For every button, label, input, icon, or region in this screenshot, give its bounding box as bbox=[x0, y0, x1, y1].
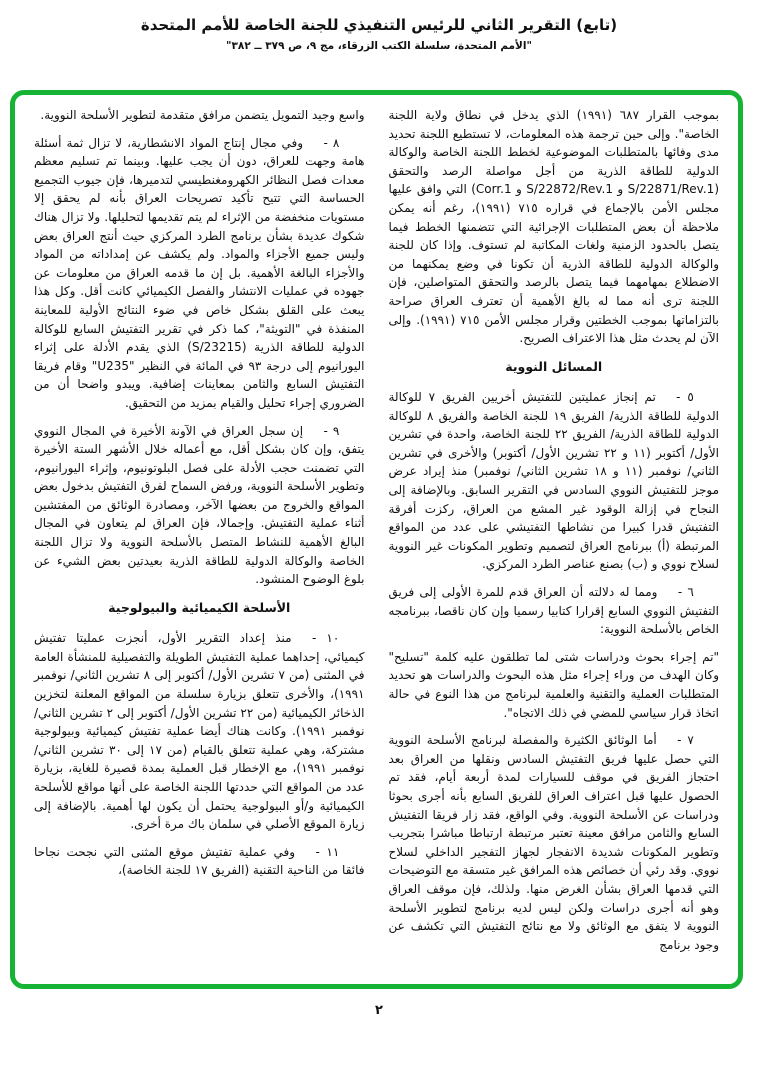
paragraph-7: ٧ -أما الوثائق الكثيرة والمفصلة لبرنامج الأسلحة النووية التي حصل عليها فريق التفتيش السادس ونقلها من العراق بعد احتجاز الفريق في موقف للسيارات لمدة أربعة أيام، فقد تم الحصول عليها قبل اعتراف العراق للفريق السابع بأنه أجرى بحوثا ودراسات عن الأسلحة النووية. وفي الواقع، فقد زار فريقا التفتيش السابع والثامن مرافق معينة تعتبر مرتبطة ارتباطا مباشرا بتجريب وتطوير المكونات شديدة الانفجار لجهاز التفجير الداخلي لسلاح نووي. وقد رئي أن خصائص هذه المرافق غير متسقة مع التوضيحات التي قدمها العراق بشأن الغرض منها. ولذلك، فإن موقف العراق وهو أنه أجرى دراسات ولكن ليس لديه برنامج لتطوير الأسلحة النووية لا يتفق مع الوثائق ولا مع نتائج التفتيش التي تكشف عن وجود برنامج bbox=[388, 733, 719, 952]
paragraph-number: ٥ - bbox=[676, 390, 694, 405]
page-number: ٢ bbox=[375, 1003, 383, 1018]
paragraph-number: ٨ - bbox=[323, 135, 340, 150]
paragraph-5: ٥ -تم إنجاز عمليتين للتفتيش أخريين الفريق ٧ للوكالة الدولية للطاقة الذرية/ الفريق ١٩ للجنة الخاصة والفريق ٨ للوكالة الدولية للطاقة الذرية/ الفريق ٢٢ للجنة الخاصة، واحدة في تشرين الأول/ أكتوبر (١١ و ٢٢ تشرين الأول/ أكتوبر) والأخرى في تشرين الثاني/ نوفمبر (١١ و ١٨ تشرين الثاني/ نوفمبر) منذ إيراد عرض موجز للتفتيش النووي السادس في التقرير السابق. وبالإضافة إلى النجاح في إزالة الوقود غير المشع من العراق، ركزت أفرقة التفتيش قدرا كبيرا من نشاطها التفتيشي على عدد من المواقع المرتبطة (أ) ببرنامج العراق لتصميم وتطوير المكونات غير النووية لسلاح نووي و (ب) بصنع عناصر الطرد المركزي. bbox=[388, 390, 719, 572]
paragraph-number: ١٠ - bbox=[311, 631, 340, 646]
paragraph-10: ١٠ -منذ إعداد التقرير الأول، أنجزت عمليتا تفتيش كيميائي، إحداهما عملية التفتيش الطويلة والتفصيلية للمنشأة العامة في المثنى (من ٧ تشرين الأول/ أكتوبر إلى ٨ تشرين الثاني/ نوفمبر ١٩٩١)، والأخرى تتعلق بزيارة سلسلة من المواقع المعلنة لتخزين الذخائر الكيميائية (من ٢٢ تشرين الأول/ أكتوبر إلى ٢ تشرين الثاني/ نوفمبر ١٩٩١). وكانت هناك أيضا عملية تفتيش كيميائية وبيولوجية مشتركة، وهي عملية تتعلق بالقيام (من ١٧ إلى ٣٠ تشرين الثاني/ نوفمبر ١٩٩١)، مع الإخطار قبل العملية بمدة قصيرة للغاية، بزيارة عدد من المواقع التي حددتها اللجنة الخاصة على أنها مواقع للأسلحة الكيميائية و/أو البيولوجية يحتمل أن يكون لها أهمية. بالإضافة إلى زيارة الموقع الأصلي في سلمان باك مرة أخرى. bbox=[34, 631, 365, 832]
paragraph-number: ٧ - bbox=[677, 733, 694, 748]
section-heading-nuclear: المسائل النووية bbox=[505, 358, 603, 374]
paragraph-6: ٦ -ومما له دلالته أن العراق قدم للمرة الأولى إلى فريق التفتيش النووي السابع إقرارا كتابيا رسميا وإن كان ناقصا، ببرنامجه الخاص بالأسلحة النووية: bbox=[388, 585, 719, 637]
content-border-box bbox=[10, 90, 743, 989]
paragraph-number: ٦ - bbox=[677, 585, 694, 600]
header-source: "الأمم المتحدة، سلسلة الكتب الزرقاء، مج ٩، ص ٣٧٩ ــ ٣٨٢" bbox=[226, 40, 532, 52]
paragraph-8: ٨ -وفي مجال إنتاج المواد الانشطارية، لا تزال ثمة أسئلة هامة وجهت للعراق، دون أن يجب عليها. وبينما تم تسليم معظم معدات فصل النظائر الكهرومغنطيسي لتدميرها، فإن جيوب التجميع الحساسة التي تتيح تأكيد تصريحات العراق بأنه لم يحقق إلا مستويات منخفضة من الإثراء لم يتم تقديمها لتحليلها. ولا تزال هناك شكوك عديدة بشأن برنامج الطرد المركزي حيث أنتج العراق بعض وليس جميع الأجزاء والمواد. ولم يكشف عن إمداداته من المواد والأجزاء البالغة الأهمية. بل إن ما قدمه العراق من معلومات عن جهوده في عمليات الانتشار والفصل الكيميائي كانت أقل. وكل هذا يبعث على القلق بشكل خاص في ضوء النتائج الأولية للمعاينة المنفذة في "التويثة"، كما ذكر في تقرير التفتيش السابع للوكالة الدولية للطاقة الذرية (S/23215) الذي يقدم الأدلة على إثراء اليورانيوم إلى درجة ٩٣ في المائة في النظير "U235" وقام فريقا التفتيش السابع والثامن بمعاينات إضافية. ويبدو واضحا أن من الضروري إجراء تحليل والقيام بمزيد من التحقيق. bbox=[34, 135, 365, 410]
paragraph-continuation: واسع وجيد التمويل يتضمن مرافق متقدمة لتطوير الأسلحة النووية. bbox=[40, 108, 365, 122]
two-column-layout bbox=[15, 95, 738, 971]
paragraph-quote: "تم إجراء بحوث ودراسات شتى لما تطلقون عليه كلمة "تسليح" وكان الهدف من وراء إجراء مثل هذه البحوث والدراسات هو تحديد المتطلبات العملية والتقنية والعلمية لبرنامج من هذا النوع في حالة اتخاذ قرار سياسي للمضي في ذلك الاتجاه". bbox=[388, 649, 719, 720]
section-heading-chemical-biological: الأسلحة الكيميائية والبيولوجية bbox=[108, 599, 291, 615]
column-right bbox=[389, 106, 720, 963]
paragraph-11: ١١ -وفي عملية تفتيش موقع المثنى التي نجحت نجاحا فائقا من الناحية التقنية (الفريق ١٧ للجنة الخاصة)، bbox=[34, 844, 365, 878]
paragraph-9: ٩ -إن سجل العراق في الآونة الأخيرة في المجال النووي يتفق، وإن كان بشكل أقل، مع أعماله خلال الأشهر الستة الأخيرة التي تضمنت حجب الأدلة على فصل البلوتونيوم، وإثراء اليورانيوم، وتطوير الأسلحة النووية، ورفض السماح لفرق التفتيش بدخول بعض المواقع والخروج من بعضها الآخر، ومصادرة الوثائق من المفتشين أثناء عملية التفتيش. وإجمالا، فإن العراق لم يتعاون في المجال البالغ الأهمية للنشاط المتصل بالأسلحة النووية ولا تزال اللجنة الخاصة والوكالة الدولية للطاقة الذرية بعيدتين بعض الشيء عن بلوغ الوضوح المنشود. bbox=[34, 423, 365, 587]
paragraph-number: ١١ - bbox=[315, 844, 340, 859]
column-left bbox=[34, 106, 365, 963]
paragraph-number: ٩ - bbox=[323, 423, 340, 438]
page-header bbox=[0, 0, 758, 52]
header-title: (تابع) التقرير الثاني للرئيس التنفيذي للجنة الخاصة للأمم المتحدة bbox=[140, 16, 618, 34]
paragraph-continuation: بموجب القرار ٦٨٧ (١٩٩١) الذي يدخل في نطاق ولاية اللجنة الخاصة". وإلى حين ترجمة هذه المعلومات، لا تستطيع اللجنة تحديد مدى وفائها بالمتطلبات الموضوعية لخطط اللجنة الخاصة والوكالة الدولية للطاقة الذرية من أجل مواصلة الرصد والتحقق (S/22871/Rev.1 و S/22872/Rev.1 و Corr.1) التي وافق عليها مجلس الأمن بالإجماع في قراره ٧١٥ (١٩٩١)، رغم أنه يمكن ملاحظة أن بعض المتطلبات الإجرائية التي تتضمنها الخطط فيما يتصل بالحدود الزمنية ولغات المكاتبة لم تستوف. وإذا كان للجنة والوكالة الدولية للطاقة الذرية أن تكونا في وضع يمكنهما من الاضطلاع بمهامهما فيما يتصل بالرصد والتحقق المتواصلين، فإن اللجنة ترى أنه مما له بالغ الأهمية أن تعترف العراق صراحة بالتزاماتها بموجب الخطتين وقرار مجلس الأمن ٧١٥ (١٩٩١). وإلى الآن لم يحدث مثل هذا الاعتراف الصريح. bbox=[388, 108, 720, 346]
